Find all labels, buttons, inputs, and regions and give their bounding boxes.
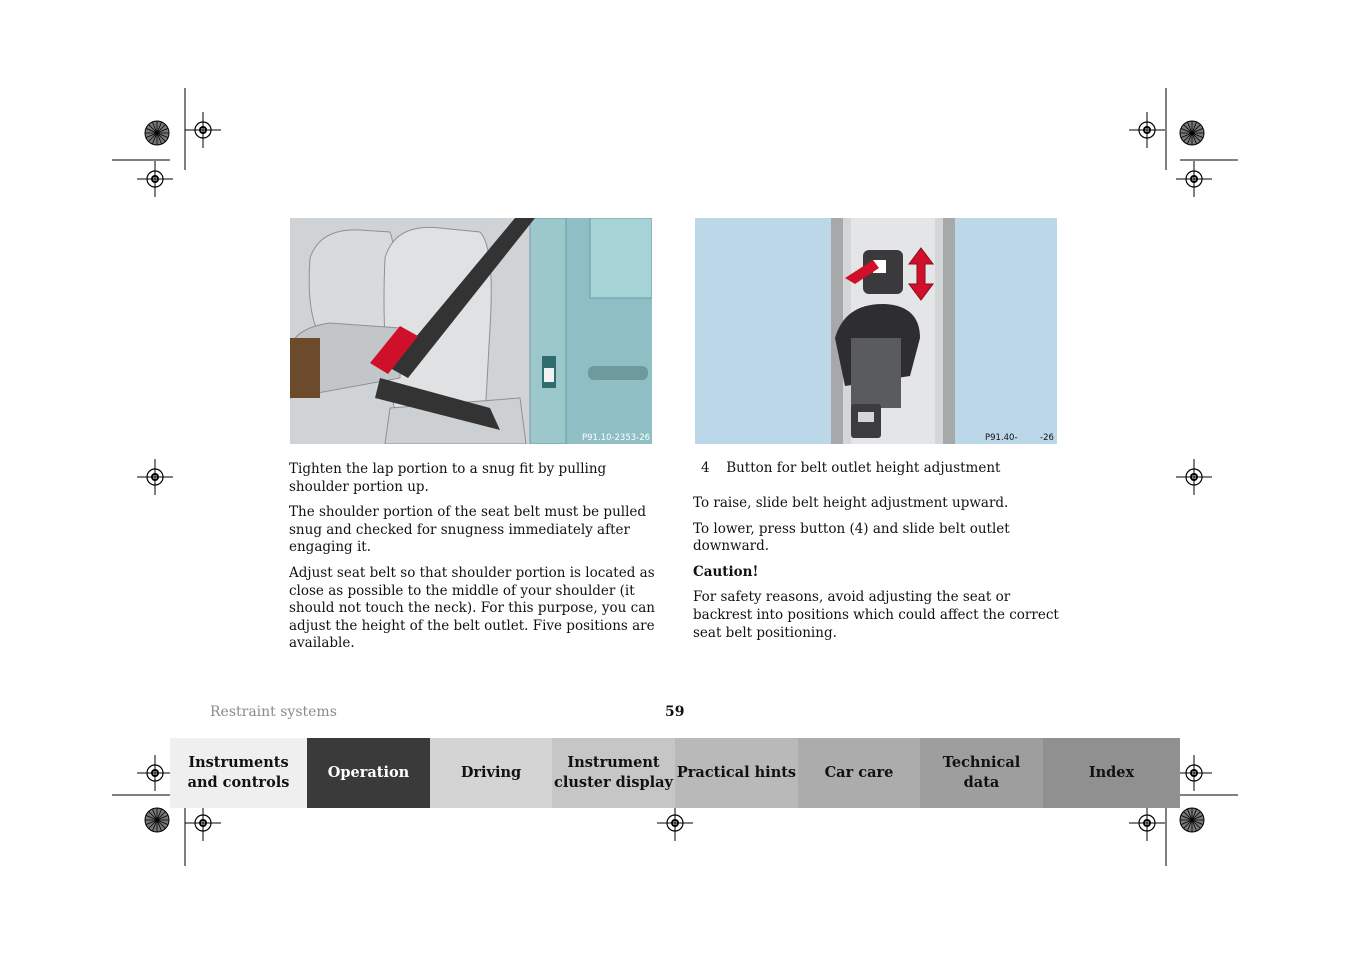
chapter-tabs bbox=[170, 738, 1180, 808]
caption-number: 4 bbox=[701, 460, 710, 476]
section-title: Restraint systems bbox=[210, 704, 337, 720]
paragraph: Adjust seat belt so that shoulder portion is located as close as possible to the middle of your shoulder (it should not touch the neck). For this purpose, you can adjust the height of the belt outlet. Five positions are available. bbox=[289, 564, 655, 652]
seat-belt-pull-illustration-icon bbox=[290, 218, 652, 444]
tab-practical-hints[interactable]: Practical hints bbox=[675, 738, 798, 808]
tab-operation[interactable]: Operation bbox=[307, 738, 430, 808]
tab-instruments-and-controls[interactable]: Instruments and controls bbox=[170, 738, 307, 808]
tab-instrument-cluster-display[interactable]: Instrument cluster display bbox=[552, 738, 675, 808]
figure-ref-right-2: -26 bbox=[1040, 433, 1054, 443]
seat-belt-figure bbox=[290, 218, 652, 444]
caution-text: For safety reasons, avoid adjusting the seat or backrest into positions which could affect the correct seat belt positioning. bbox=[693, 589, 1059, 641]
paragraph: To raise, slide belt height adjustment upward. bbox=[693, 495, 1009, 511]
tab-driving[interactable]: Driving bbox=[430, 738, 552, 808]
belt-outlet-height-illustration-icon bbox=[695, 218, 1057, 444]
paragraph: The shoulder portion of the seat belt must be pulled snug and checked for snugness immediately after engaging it. bbox=[289, 504, 647, 556]
figure-ref-left: P91.10-2353-26 bbox=[582, 433, 651, 443]
tab-index[interactable]: Index bbox=[1043, 738, 1180, 808]
caution-heading: Caution! bbox=[693, 563, 759, 580]
tab-car-care[interactable]: Car care bbox=[798, 738, 920, 808]
belt-outlet-figure bbox=[695, 218, 1057, 444]
tab-technical-data[interactable]: Technical data bbox=[920, 738, 1043, 808]
paragraph: Tighten the lap portion to a snug fit by pulling shoulder portion up. bbox=[289, 461, 607, 495]
right-text-column bbox=[693, 495, 1063, 650]
figure-caption bbox=[701, 460, 1000, 476]
figure-ref-right-1: P91.40- bbox=[985, 433, 1018, 443]
page-number: 59 bbox=[665, 704, 685, 720]
left-text-column bbox=[289, 461, 659, 661]
paragraph: To lower, press button (4) and slide belt outlet downward. bbox=[693, 520, 1010, 555]
caption-text: Button for belt outlet height adjustment bbox=[726, 460, 1001, 476]
